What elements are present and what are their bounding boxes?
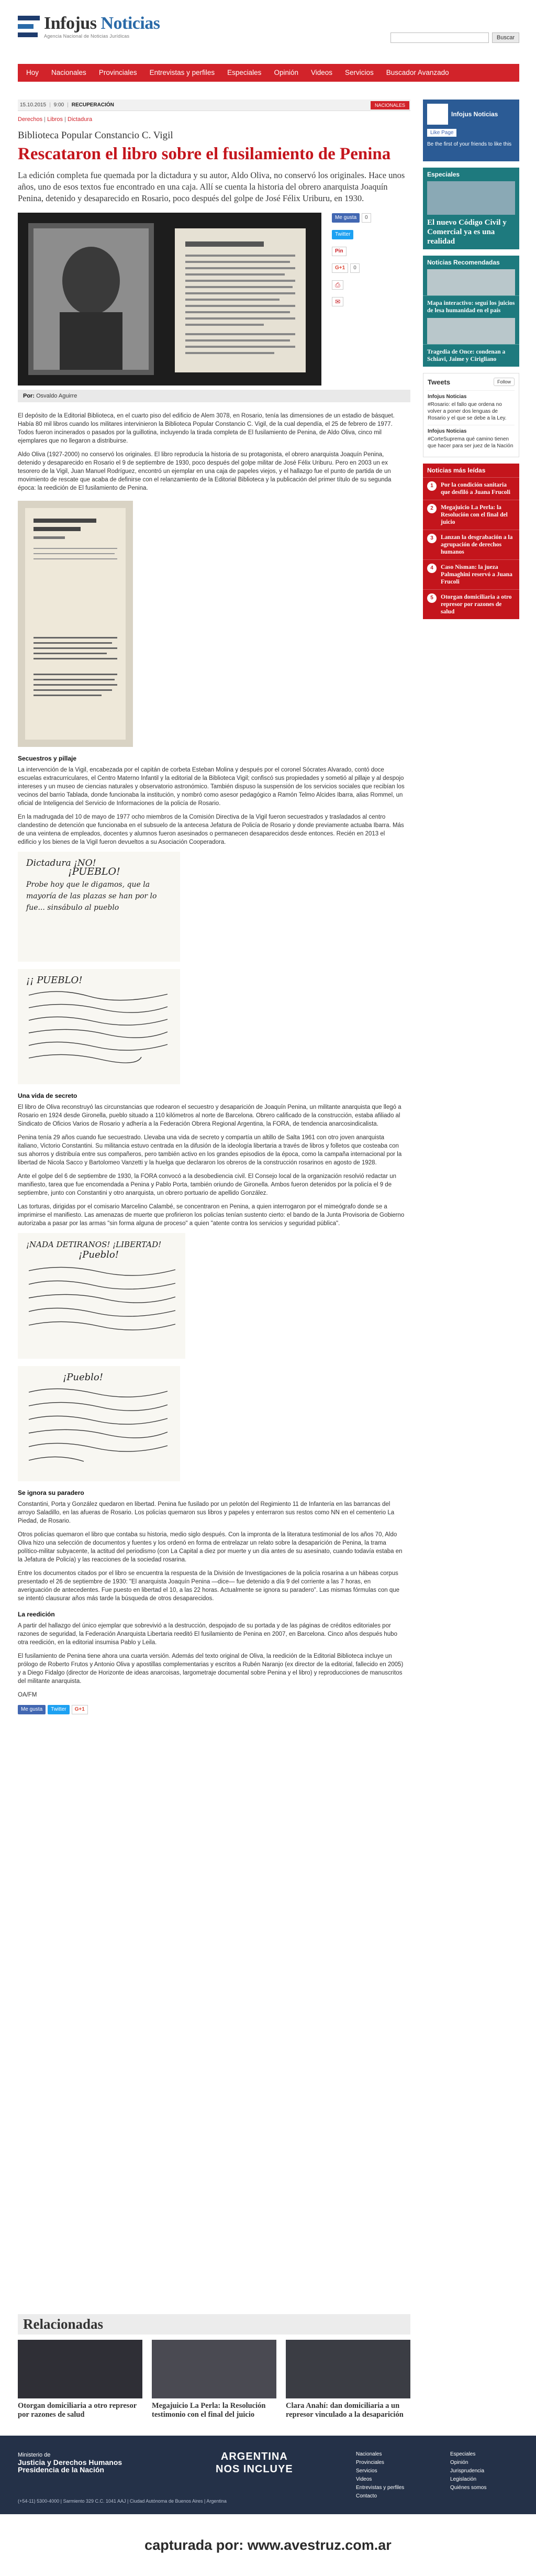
related-image-1 — [18, 2340, 142, 2398]
site-logo[interactable] — [18, 15, 160, 39]
nav-item-nacionales[interactable]: Nacionales — [51, 69, 86, 76]
manuscript-1-line-2: ¡PUEBLO! — [68, 866, 120, 877]
ministry-line-1: Ministerio de — [18, 2452, 51, 2458]
breadcrumb-tag-dictadura[interactable]: Dictadura — [68, 116, 93, 123]
fb-page-text: Be the first of your friends to like this — [427, 141, 512, 147]
breadcrumb-section[interactable]: Derechos — [18, 116, 43, 123]
logo-word-infojus: Infojus — [44, 14, 97, 33]
tweet-1-text: #Rosario: el fallo que ordena no volver a poner dos lenguas de Rosario y el que se debe a la Ley. — [428, 402, 507, 421]
manuscript-image-1 — [18, 852, 180, 962]
logo-word-noticias: Noticias — [100, 14, 160, 33]
paragraph-3: La intervención de la Vigil, encabezada por el capitán de corbeta Esteban Molina y después por el coronel Sócrates Alvarado, contó doce escuelas extracurriculares, el Centro Materno Infantil y la editorial de la Biblioteca Vigil; confiscó sus propiedades y sometió al pillaje y al despojo intereses y un museo de ciencias naturales y observatorio astronómico. También dispuso la suspensión de los servicios sociales que recibían los vecinos del barrio Tablada, donde funcionaba la institución, y nombró como asesor pedagógico a Ramón Telmo Alcides Ibarra, alias Rommel, un oficial de Inteligencia del Servicio de Informaciones de la policía de Rosario. — [18, 767, 405, 807]
facebook-like-button[interactable]: Me gusta — [332, 213, 360, 223]
fb-page-title[interactable]: Infojus Noticias — [451, 111, 498, 118]
argentina-logo — [216, 2450, 293, 2475]
manuscript-4-scribble — [26, 1382, 173, 1471]
footer-link-provinciales[interactable]: Provinciales — [356, 2460, 384, 2465]
subhead-reedicion: La reedición — [18, 1611, 55, 1618]
especiales-title[interactable]: El nuevo Código Civil y Comercial ya es una realidad — [427, 218, 507, 246]
tweet-2-user[interactable]: Infojus Noticias — [428, 428, 467, 434]
tweet-2-text: #CorteSuprema qué camino tienen que hacer para ser juez de la Nación — [428, 436, 513, 449]
mas-leidas-widget — [423, 464, 519, 619]
search-input[interactable] — [390, 32, 489, 43]
footer-link-contacto[interactable]: Contacto — [356, 2493, 377, 2499]
paragraph-5: El libro de Oliva reconstruyó las circunstancias que rodearon el secuestro y desaparición de Joaquín Penina, un militante anarquista que llegó a Rosario en 1924 desde Gironella, pueblo situado a 110 kilómetros al norte de Barcelona. Obrero calificado de la construcción, estaba afiliado al Sindicato de Oficios Varios de Rosario y adhería a la Federación Obrera Regional Argentina, la FORA, de tendencia anarcosindicalista. — [18, 1104, 401, 1127]
manuscript-1-line-1: Dictadura ¡NO! — [26, 858, 96, 868]
facebook-page-widget — [423, 100, 519, 161]
print-icon[interactable]: ⎙ — [332, 280, 343, 290]
article-headline: Rescataron el libro sobre el fusilamiento de Penina — [18, 145, 391, 163]
tweet-2 — [428, 425, 515, 453]
section-badge[interactable]: NACIONALES — [371, 101, 409, 109]
nav-item-entrevistas[interactable]: Entrevistas y perfiles — [149, 69, 215, 76]
google-plus-count: 0 — [350, 263, 360, 273]
main-nav — [18, 64, 519, 82]
footer-link-servicios[interactable]: Servicios — [356, 2468, 377, 2474]
mas-leidas-item-2[interactable]: 2 Megajuicio La Perla: la Resolución con el final del juicio — [423, 500, 519, 530]
tweet-1-user[interactable]: Infojus Noticias — [428, 394, 467, 400]
manuscript-3-line-2: ¡Pueblo! — [79, 1249, 119, 1260]
manuscript-3-line-1: ¡NADA DETIRANOS! ¡LIBERTAD! — [26, 1240, 162, 1249]
nav-item-provinciales[interactable]: Provinciales — [98, 69, 137, 76]
article-signature: OA/FM — [18, 1692, 37, 1698]
paragraph-12: A partir del hallazgo del único ejemplar que sobrevivió a la destrucción, despojado de su portada y de las páginas de créditos editoriales por razones de seguridad, la Federación Anarquista Libertaria reeditó El fusilamiento de Penina en 2007, en Barcelona. Cinco años después hubo otra reedición, en la editorial insumisa Pablo y Leila. — [18, 1623, 397, 1646]
related-image-3 — [286, 2340, 410, 2398]
fb-like-page-button[interactable]: Like Page — [427, 129, 456, 137]
logo-tagline: Agencia Nacional de Noticias Jurídicas — [44, 34, 130, 39]
twitter-share-button[interactable]: Twitter — [332, 230, 353, 239]
hero-photo — [18, 213, 321, 386]
argentina-line-2: NOS INCLUYE — [216, 2463, 293, 2475]
bottom-twitter-button[interactable]: Twitter — [48, 1705, 69, 1714]
ministry-line-3: Presidencia de la Nación — [18, 2465, 104, 2474]
breadcrumb-tag-libros[interactable]: Libros — [47, 116, 63, 123]
paragraph-8: Las torturas, dirigidas por el comisario Marcelino Calambé, se concentraron en Penina, a quien interrogaron por el mimeógrafo donde se a imprimirse el manifiesto. Las amenazas de muerte que profirieron los policías tenían sustento cierto: el bando de la Junta Provisoria de Gobierno autorizaba a pasar por las armas "sin forma alguna de proceso" a quien "atente contra los servicios y seguridad pública". — [18, 1204, 405, 1227]
nav-item-opinion[interactable]: Opinión — [274, 69, 298, 76]
date-bar: 15.10.2015 | 9:00 | RECUPERACIÓN NACIONALES — [18, 100, 410, 111]
bottom-facebook-button[interactable]: Me gusta — [18, 1705, 46, 1714]
caption-author[interactable]: Osvaldo Aguirre — [36, 393, 77, 399]
related-card-2[interactable] — [152, 2340, 276, 2419]
breadcrumb: Derechos | Libros | Dictadura — [18, 116, 93, 123]
fb-page-avatar — [427, 104, 448, 125]
paragraph-10: Otros policías quemaron el libro que contaba su historia, medio siglo después. Con la impronta de la literatura testimonial de los años 70, Aldo Oliva hizo una selección de documentos y fuentes y los ordenó en forma de entrelazar un relato sobre la desaparición de Penina, la trama político-militar subyacente, la actitud del periodismo (con La Capital a diez por muerte y un día antes de su asesinato, cuando todavía estaba en la Jefatura de Policía) y las reacciones de la sociedad rosarina. — [18, 1532, 403, 1563]
twitter-feed-widget — [423, 373, 519, 457]
bottom-share-bar — [18, 1704, 405, 1715]
footer-address: (+54-11) 5300-4000 | Sarmiento 329 C.C. 1041 AAJ | Ciudad Autónoma de Buenos Aires | Argentina — [18, 2498, 227, 2504]
related-card-3[interactable] — [286, 2340, 410, 2419]
paragraph-13: El fusilamiento de Penina tiene ahora una cuarta versión. Además del texto original de Oliva, la reedición de la Editorial Biblioteca incluye un prólogo de Roberto Frutos y Antonio Oliva y apostillas complementarias y escritos a Rubén Naranjo (ex director de la editorial, fallecido en 2005) y a Diego Fidalgo (director de Horizonte de ideas anarcoisas, largometraje documental sobre Penina y el libro) y reproducciones de manuscritos del militante anarquista. — [18, 1653, 404, 1685]
manuscript-image-4 — [18, 1366, 180, 1481]
nav-item-hoy[interactable]: Hoy — [26, 69, 39, 76]
book-page-image — [18, 501, 133, 747]
tweet-1 — [428, 390, 515, 425]
email-icon[interactable]: ✉ — [332, 297, 343, 306]
article-body — [18, 412, 405, 1715]
paragraph-7: Ante el golpe del 6 de septiembre de 1930, la FORA convocó a la desobediencia civil. El Consejo local de la organización resolvió redactar un manifiesto, tarea que fue encomendada a Penina y Pablo Porta, también oriundo de Gironella. Ambos fueron detenidos por la policía el 9 de septiembre, junto con Constantini y otro anarquista, un obrero portuario de apellido González. — [18, 1173, 397, 1196]
footer-link-videos[interactable]: Videos — [356, 2476, 372, 2482]
hero-block — [18, 213, 410, 386]
footer-link-especiales[interactable]: Especiales — [450, 2451, 476, 2457]
footer-link-legislacion[interactable]: Legislación — [450, 2476, 477, 2482]
capture-watermark: capturada por: www.avestruz.com.ar — [0, 2514, 536, 2576]
related-title: Relacionadas — [18, 2314, 410, 2335]
mas-leidas-item-3[interactable]: 3 Lanzan la desgrabación a la agrupación de derechos humanos — [423, 530, 519, 559]
especiales-header: Especiales — [427, 171, 460, 178]
nav-item-videos[interactable]: Videos — [310, 69, 333, 76]
manuscript-2-line-1: ¡¡ PUEBLO! — [26, 975, 83, 986]
recomendadas-widget — [423, 256, 519, 367]
footer-link-nacionales[interactable]: Nacionales — [356, 2451, 382, 2457]
footer-links-col-2 — [450, 2450, 486, 2492]
paragraph-9: Constantini, Porta y González quedaron en libertad. Penina fue fusilado por un pelotón del Regimiento 11 de Infantería en las barrancas del arroyo Saladillo, en las afueras de Rosario. Los policías quemaron sus libros y papeles y enterraron sus restos como NN en el cementerio La Piedad, de Rosario. — [18, 1501, 395, 1524]
footer-link-opinion[interactable]: Opinión — [450, 2460, 468, 2465]
book-page-graphic — [18, 501, 133, 747]
ministry-line-2: Justicia y Derechos Humanos — [18, 2458, 122, 2467]
footer-link-jurisprudencia[interactable]: Jurisprudencia — [450, 2468, 485, 2474]
manuscript-2-scribble — [26, 985, 173, 1069]
logo-mark-icon — [18, 15, 40, 39]
footer-link-entrevistas[interactable]: Entrevistas y perfiles — [356, 2485, 405, 2491]
related-headline-3: Clara Anahí: dan domiciliaria a un represor vinculado a la desaparición — [286, 2402, 404, 2419]
recomendadas-header: Noticias Recomendadas — [427, 259, 500, 266]
related-image-2 — [152, 2340, 276, 2398]
article-column — [18, 100, 410, 1721]
related-card-1[interactable] — [18, 2340, 142, 2419]
mas-leidas-item-1[interactable]: 1 Por la condición sanitaria que desfiló a Juana Frucoli — [423, 477, 519, 500]
article-time: 9:00 — [53, 102, 64, 108]
article-lead: La edición completa fue quemada por la dictadura y su autor, Aldo Oliva, no conservó los originales. Hace unos años, uno de esos textos fue encontrado en una caja. Allí se cuenta la historia del obrero anarquista Joaquín Penina, detenido y desaparecido en Rosario, poco después del golpe de José Félix Uriburu, en 1930. — [18, 170, 405, 203]
share-column — [332, 213, 410, 313]
paragraph-1: El depósito de la Editorial Biblioteca, en el cuarto piso del edificio de Alem 3078, en Rosario, tenía las dimensiones de un estadio de básquet. Había 80 mil libros cuando los militares intervinieron la Biblioteca Popular Constancio C. Vigil, de la cual dependía, el 25 de febrero de 1977. Todos fueron incinerados o pasados por la guillotina, incluyendo la tirada completa de El fusilamiento de Penina, de Aldo Oliva, cinco mil ejemplares que no llegaron a distribuirse. — [18, 413, 395, 444]
sidebar — [423, 100, 519, 625]
subhead-vida: Una vida de secreto — [18, 1092, 77, 1099]
footer-links-col-1 — [356, 2450, 404, 2501]
hero-photo-graphic — [18, 213, 321, 386]
tweets-header: Tweets — [428, 378, 451, 386]
argentina-line-1: ARGENTINA — [220, 2451, 288, 2462]
rec-item-2[interactable]: Tragedia de Once: condenan a Schiavi, Jaime y Cirigliano — [423, 344, 519, 367]
mas-leidas-item-4[interactable]: 4 Caso Nisman: la jueza Palmaghini reservó a Juana Frucoli — [423, 559, 519, 589]
related-headline-2: Megajuicio La Perla: la Resolución testimonio con el final del juicio — [152, 2402, 266, 2419]
article-date: 15.10.2015 — [20, 102, 47, 108]
footer-link-quienes-somos[interactable]: Quiénes somos — [450, 2485, 487, 2491]
rec-item-1[interactable]: Mapa interactivo: seguí los juicios de lesa humanidad en el país — [423, 295, 519, 318]
paragraph-6: Penina tenía 29 años cuando fue secuestrado. Llevaba una vida de secreto y compartía un altillo de Salta 1961 con otro joven anarquista italiano, Victorio Constantini. Su militancia estuvo centrada en la difusión de la ideología libertaria a través de libros y folletos que costeaba con sus ahorros y distribuía entre sus compañeros, pero también activo en los grandes episodios de la época, como la campaña internacional por la libertad de Nicola Sacco y Bartolomeo Vanzetti y la huelga que declararon los obreros de la construcción rosarinos en agosto de 1928. — [18, 1135, 402, 1166]
article-category[interactable]: RECUPERACIÓN — [71, 102, 114, 108]
related-headline-1: Otorgan domiciliaria a otro represor por razones de salud — [18, 2402, 137, 2419]
especiales-image — [427, 181, 515, 215]
twitter-follow-button[interactable]: Follow — [494, 378, 515, 386]
paragraph-11: Entre los documentos citados por el libro se encuentra la respuesta de la División de Investigaciones de la policía rosarina a un hábeas corpus presentado el 26 de septiembre de 1930: "El anarquista Joaquín Penina —dice— fue detenido a día 9 del corriente a las 7 horas, en averiguación de antecedentes. Fue puesto en libertad el 10, a las 22 horas. Actualmente se ignora su paradero". Las mismas fórmulas con que se intentó clausurar años más tarde la búsqueda de otros desaparecidos. — [18, 1570, 400, 1602]
subhead-secuestros: Secuestros y pillaje — [18, 755, 77, 762]
nav-item-servicios[interactable]: Servicios — [345, 69, 374, 76]
nav-item-especiales[interactable]: Especiales — [227, 69, 262, 76]
rec-image-2 — [427, 318, 515, 344]
site-header — [0, 0, 536, 56]
caption-label: Por: — [23, 393, 35, 399]
manuscript-4-line-1: ¡Pueblo! — [63, 1372, 103, 1383]
site-footer — [0, 2436, 536, 2514]
pinterest-button[interactable]: Pin — [332, 247, 347, 256]
mas-leidas-header: Noticias más leídas — [427, 467, 486, 474]
rec-image-1 — [427, 269, 515, 295]
especiales-widget — [423, 168, 519, 249]
article-kicker: Biblioteca Popular Constancio C. Vigil — [18, 130, 173, 141]
manuscript-image-2 — [18, 969, 180, 1084]
manuscript-image-3 — [18, 1233, 185, 1359]
mas-leidas-item-5[interactable]: 5 Otorgan domiciliaria a otro represor por razones de salud — [423, 589, 519, 619]
facebook-like-count: 0 — [362, 213, 371, 223]
google-plus-button[interactable]: G+1 — [332, 263, 348, 273]
subhead-ignora: Se ignora su paradero — [18, 1489, 84, 1496]
ministry-logo[interactable] — [18, 2451, 122, 2473]
nav-item-buscador[interactable]: Buscador Avanzado — [386, 69, 449, 76]
manuscript-3-scribble — [26, 1259, 178, 1343]
paragraph-2: Aldo Oliva (1927-2000) no conservó los originales. El libro reproducía la historia de su protagonista, el obrero anarquista Joaquín Penina, detenido y desaparecido en Rosario el 9 de septiembre de 1930, poco después del golpe militar de José Félix Uriburu. Pero en 2003 un ex tesorero de la Vigil, Juan Manuel Rodríguez, encontró un ejemplar en una caja de papeles viejos, y el hallazgo fue el punto de partida de un movimiento de rescate que acaba de definirse con el relanzamiento de la Editorial Biblioteca y la publicación del primer título de su segunda época: la reedición de El fusilamiento de Penina. — [18, 452, 392, 491]
paragraph-4: En la madrugada del 10 de mayo de 1977 ocho miembros de la Comisión Directiva de la Vigil fueron secuestrados y trasladados al centro clandestino de detención que funcionaba en el subsuelo de la antecesa Jefatura de Policía de Rosario y donde previamente actuaba Ibarra. Más de una veintena de empleados, docentes y alumnos fueron asesinados o permanecen desaparecidos desde entonces. Recién en 2013 el edificio y los bienes de la Vigil fueron devueltos a su Asociación Cooperadora. — [18, 814, 404, 845]
search-button[interactable]: Buscar — [492, 32, 519, 43]
related-section — [18, 2314, 410, 2419]
author-caption — [18, 390, 410, 402]
manuscript-1-body: Probe hoy que le digamos, que la mayoría de las plazas se han por lo fue... sinsábulo al pueblo — [26, 880, 157, 912]
bottom-google-plus-button[interactable]: G+1 — [72, 1705, 88, 1714]
